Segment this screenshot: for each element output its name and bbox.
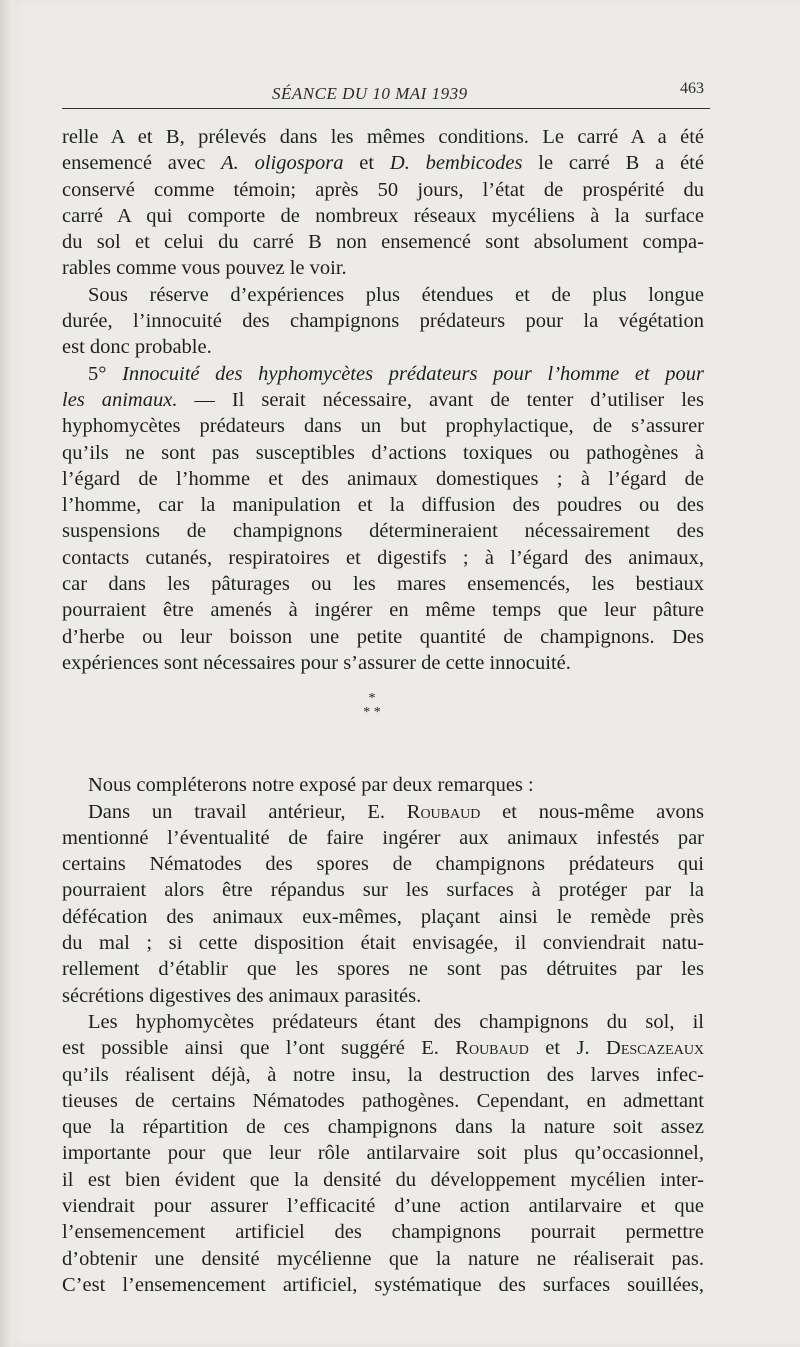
- asterism: * * *: [363, 691, 381, 721]
- text-line: est donc probable.: [62, 336, 212, 359]
- text-line: qu’ils réalisent déjà, à notre insu, la destruction des larves infec-: [62, 1063, 704, 1086]
- text-line: hyphomycètes prédateurs dans un but prophylactique, de s’assurer: [62, 415, 704, 438]
- text-line: carré A qui comporte de nombreux réseaux mycéliens à la surface: [62, 204, 704, 227]
- text-line: tieuses de certains Nématodes pathogènes. Cependant, en admettant: [62, 1089, 704, 1112]
- text-line: Les hyphomycètes prédateurs étant des champignons du sol, il: [88, 1010, 704, 1033]
- text-line: ensemencé avec A. oligospora et D. bembicodes le carré B a été: [62, 152, 704, 175]
- text-line: pourraient alors être répandus sur les surfaces à protéger par la: [62, 879, 704, 902]
- author-name: Roubaud: [455, 1037, 529, 1060]
- running-title: SÉANCE DU 10 MAI 1939: [272, 84, 468, 103]
- paragraph-6: [62, 1009, 704, 1298]
- text-line: importante pour que leur rôle antilarvaire soit plus qu’occasionnel,: [62, 1142, 704, 1165]
- text-line: d’obtenir une densité mycélienne que la nature ne réaliserait pas.: [62, 1247, 704, 1270]
- text-line: Sous réserve d’expériences plus étendues et de plus longue: [88, 283, 704, 306]
- text-line: viendrait pour assurer l’efficacité d’une action antilarvaire et que: [62, 1194, 704, 1217]
- text-line: rellement d’établir que les spores ne sont pas détruites par les: [62, 958, 704, 981]
- text-line: qu’ils ne sont pas susceptibles d’actions toxiques ou pathogènes à: [62, 441, 704, 464]
- text-line: l’ensemencement artificiel des champignons pourrait permettre: [62, 1221, 704, 1244]
- page-number: 463: [680, 80, 704, 97]
- text-line: suspensions de champignons détermineraient nécessairement des: [62, 520, 704, 543]
- text-line: expériences sont nécessaires pour s’assurer de cette innocuité.: [62, 651, 571, 674]
- text-line: relle A et B, prélevés dans les mêmes conditions. Le carré A a été: [62, 126, 704, 148]
- text-line: du sol et celui du carré B non ensemencé sont absolument compa-: [62, 231, 704, 254]
- paragraph-section-5: [62, 361, 704, 677]
- section-heading: les animaux.: [62, 388, 178, 411]
- text-line: du mal ; si cette disposition était envisagée, il conviendrait natu-: [62, 932, 704, 955]
- paragraph-1: [62, 124, 704, 282]
- author-name: Roubaud: [406, 800, 481, 823]
- text-line: l’égard de l’homme et des animaux domestiques ; à l’égard de: [62, 467, 704, 490]
- species-name: A. oligospora: [221, 152, 344, 175]
- section-break: [62, 676, 704, 772]
- section-heading: Innocuité des hyphomycètes prédateurs pour l’homme et pour: [122, 362, 705, 385]
- text-line: conservé comme témoin; après 50 jours, l’état de prospérité du: [62, 178, 704, 201]
- text-line: rables comme vous pouvez le voir.: [62, 257, 347, 280]
- body-text: [62, 124, 704, 1298]
- text-line: Dans un travail antérieur, E. Roubaud et nous-même avons: [88, 800, 704, 823]
- section-number: 5°: [88, 362, 107, 385]
- text-line: il est bien évident que la densité du développement mycélien inter-: [62, 1168, 704, 1191]
- text-line: les animaux. — Il serait nécessaire, avant de tenter d’utiliser les: [62, 388, 704, 411]
- text-line: mentionné l’éventualité de faire ingérer aux animaux infestés par: [62, 826, 704, 849]
- text-line: durée, l’innocuité des champignons prédateurs pour la végétation: [62, 310, 704, 333]
- text-line: d’herbe ou leur boisson une petite quantité de champignons. Des: [62, 625, 704, 648]
- text-line: C’est l’ensemencement artificiel, systématique des surfaces souillées,: [62, 1273, 704, 1296]
- text-line: Nous compléterons notre exposé par deux remarques :: [88, 774, 534, 797]
- text-line: certains Nématodes des spores de champignons prédateurs qui: [62, 853, 704, 876]
- text-line: car dans les pâturages ou les mares ensemencés, les bestiaux: [62, 573, 704, 596]
- text-line: sécrétions digestives des animaux parasités.: [62, 984, 422, 1007]
- text-line: l’homme, car la manipulation et la diffusion des poudres ou des: [62, 494, 704, 517]
- text-line: que la répartition de ces champignons dans la nature soit assez: [62, 1116, 704, 1139]
- text-line: contacts cutanés, respiratoires et digestifs ; à l’égard des animaux,: [62, 546, 704, 569]
- paragraph-5: [62, 799, 704, 1009]
- page-header: [62, 80, 710, 110]
- text-line: pourraient être amenés à ingérer en même temps que leur pâture: [62, 599, 704, 622]
- author-name: Descazeaux: [606, 1037, 705, 1060]
- paragraph-4: [62, 772, 704, 798]
- page-gutter: [0, 0, 14, 1347]
- section-heading-line: [62, 361, 704, 387]
- text-line: est possible ainsi que l’ont suggéré E. Roubaud et J. Descazeaux: [62, 1037, 705, 1060]
- paragraph-2: [62, 282, 704, 361]
- text-line: défécation des animaux eux-mêmes, plaçant ainsi le remède près: [62, 905, 704, 928]
- species-name: D. bembicodes: [389, 152, 523, 175]
- header-rule: [62, 108, 710, 109]
